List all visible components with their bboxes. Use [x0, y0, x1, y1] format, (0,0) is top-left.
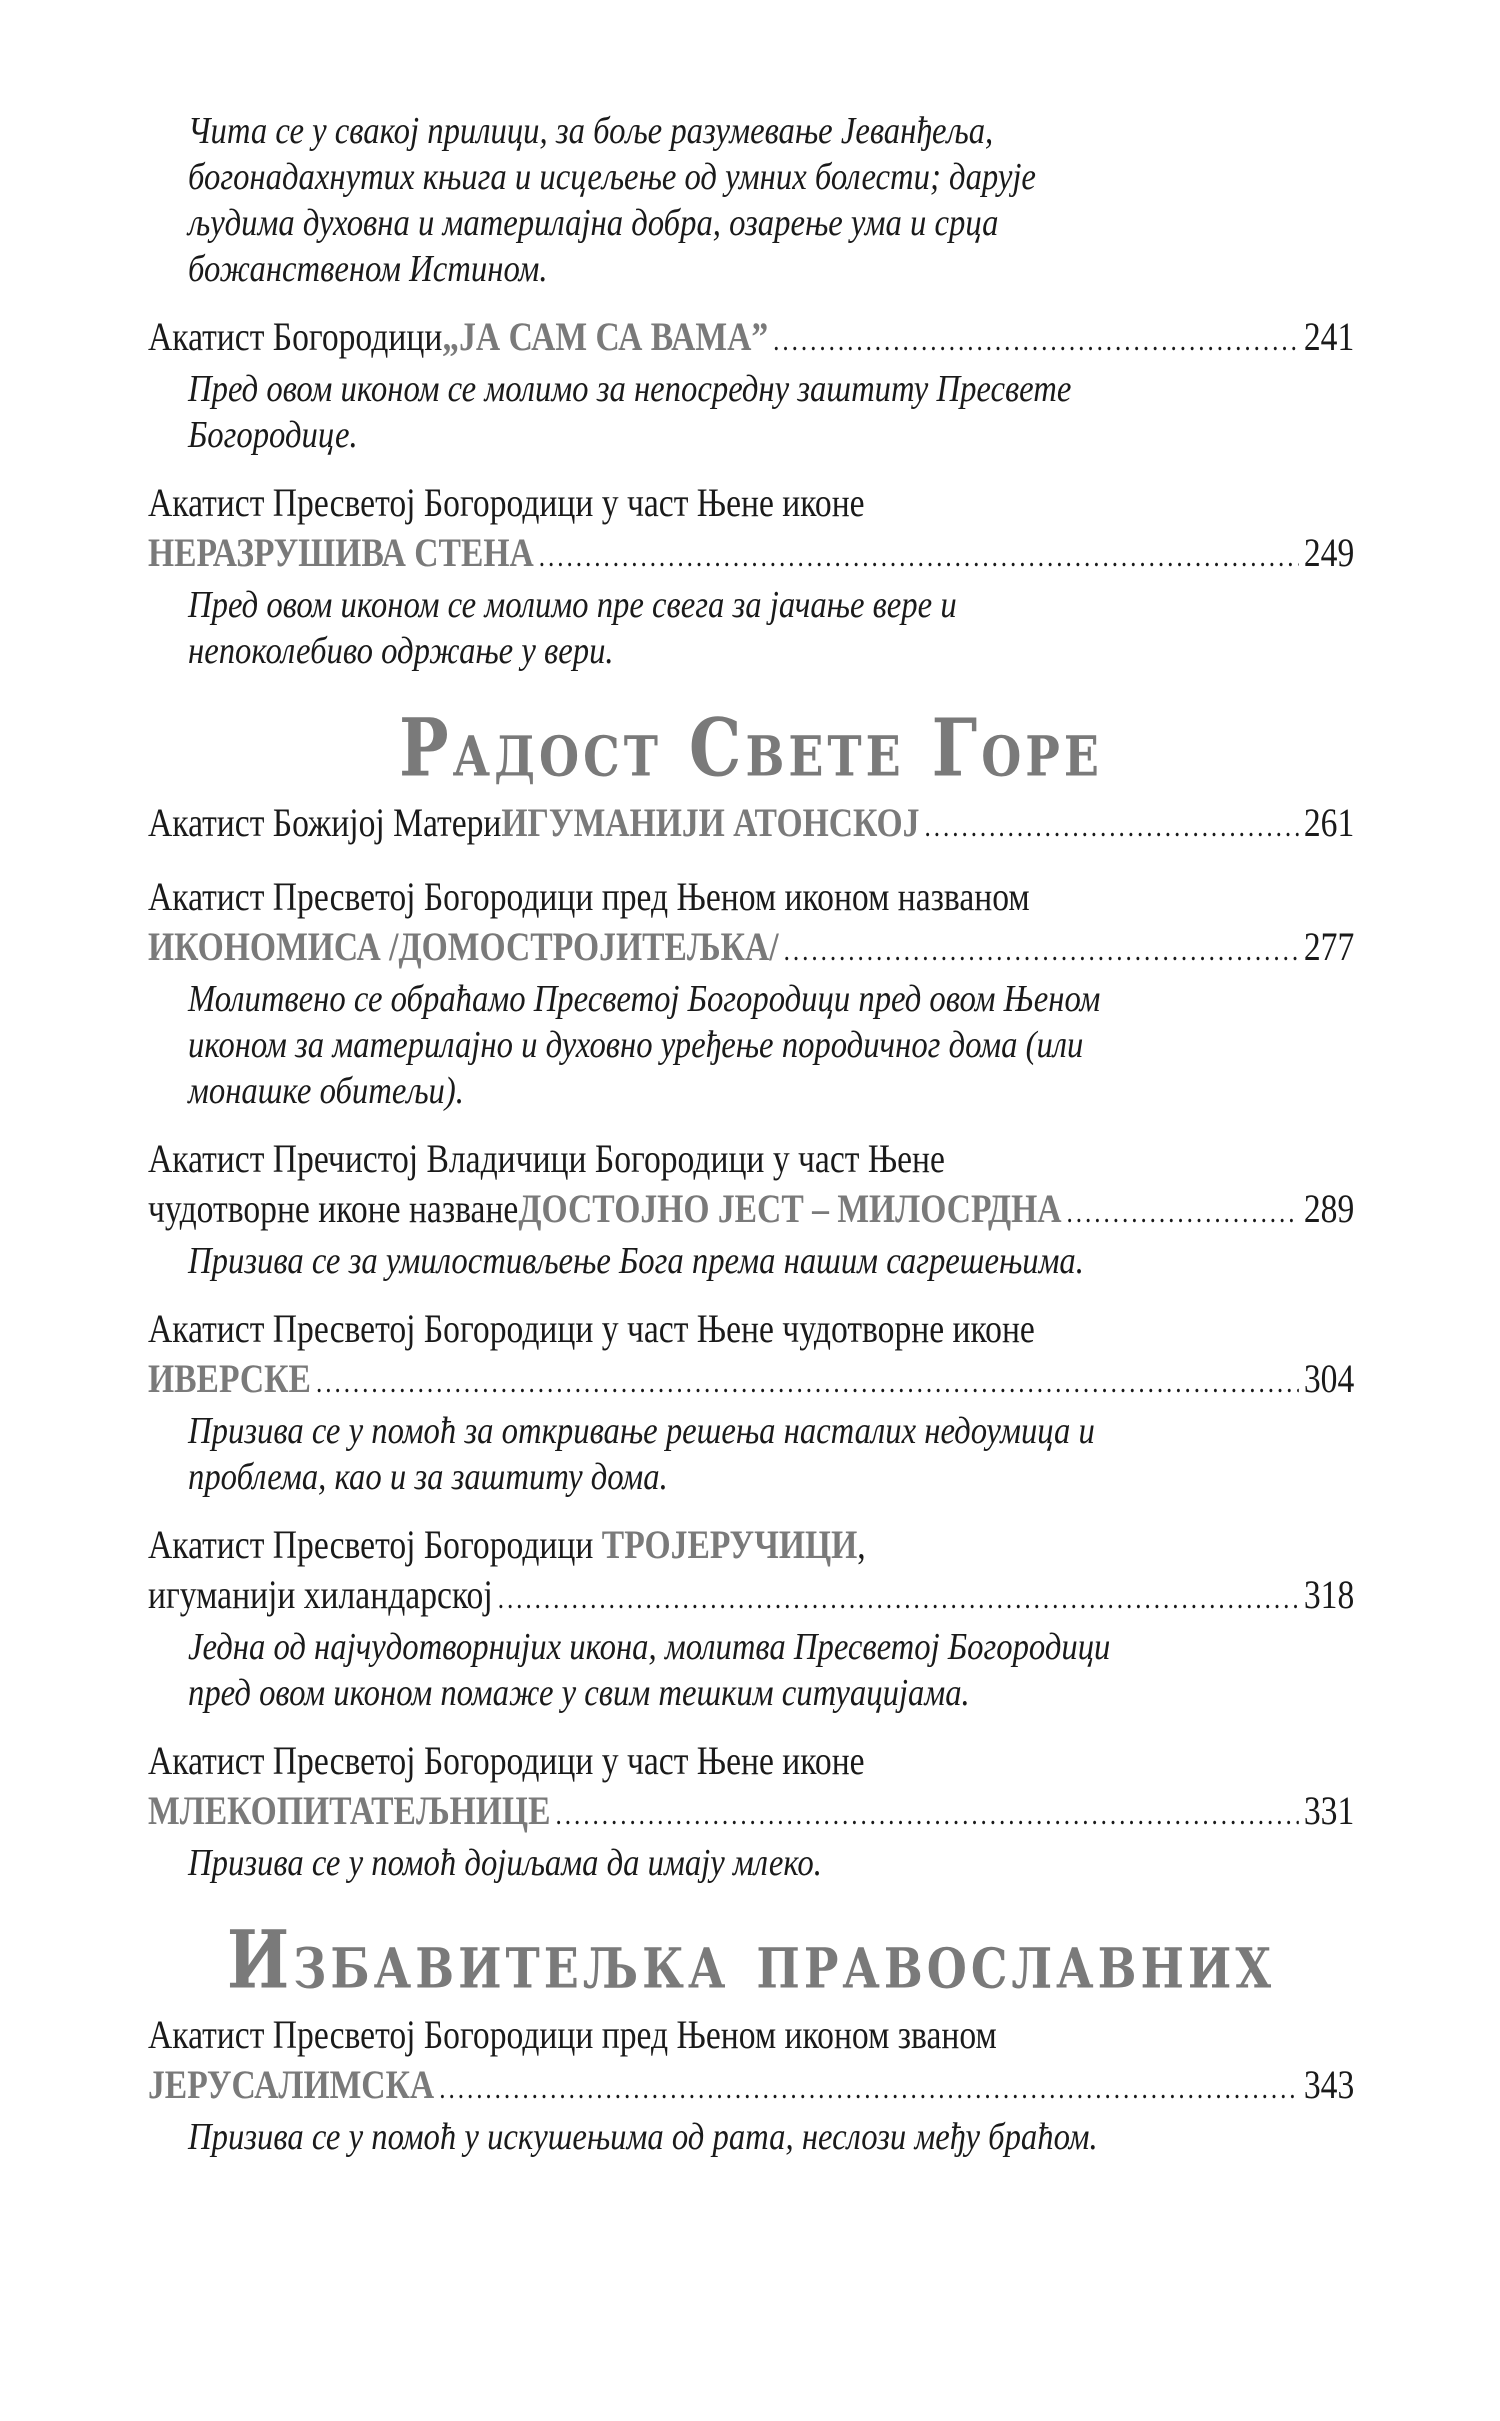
entry-description	[188, 2114, 1349, 2160]
leader-dots	[1067, 1188, 1299, 1238]
entry-title-cont: игуманији хиландарској	[148, 1572, 493, 1617]
desc-line: иконом за материлајно и духовно уређење породичног дома (или	[188, 1024, 1084, 1066]
entry-highlight: „ЈА САМ СА ВАМА”	[442, 314, 769, 359]
entry-title: Акатист Пресветој Богородици у част Њене иконе	[148, 1738, 865, 1783]
toc-title-line[interactable]	[148, 1786, 1354, 1840]
entry-title	[148, 1520, 1354, 1570]
desc-line: Пред овом иконом се молимо за непосредну заштиту Пресвете	[188, 368, 1072, 410]
desc-line: Пред овом иконом се молимо пре свега за јачање вере и	[188, 584, 957, 626]
toc-title-line[interactable]	[148, 1184, 1354, 1238]
entry-highlight: ЈЕРУСАЛИМСКА	[148, 2062, 435, 2107]
entry-title: Акатист Богородици	[148, 314, 443, 359]
entry-highlight: ИГУМАНИЈИ АТОНСКОЈ	[501, 800, 920, 845]
entry-title: Акатист Пресветој Богородици у част Њене иконе	[148, 480, 865, 525]
entry-title-part: Акатист Пресветој Богородици	[148, 1522, 602, 1567]
page-number: 249	[1303, 530, 1355, 575]
toc-entry[interactable]	[148, 1304, 1354, 1500]
desc-line: Призива се у помоћ у искушењима од рата, неслози међу браћом.	[188, 2116, 1098, 2158]
entry-highlight: ДОСТОЈНО ЈЕСТ – МИЛОСРДНА	[518, 1186, 1062, 1231]
entry-title: Акатист Пресветој Богородици у част Њене чудотворне иконе	[148, 1306, 1035, 1351]
leader-dots	[316, 1358, 1299, 1408]
desc-line: Богородице.	[188, 414, 358, 456]
page-number: 261	[1303, 800, 1355, 845]
leader-dots	[439, 2064, 1299, 2114]
entry-highlight: ИКОНОМИСА /ДОМОСТРОЈИТЕЉКА/	[148, 924, 779, 969]
page-number: 289	[1303, 1186, 1355, 1231]
desc-line: непоколебиво одржање у вери.	[188, 630, 614, 672]
leader-dots	[556, 1790, 1299, 1840]
page-number: 318	[1303, 1572, 1355, 1617]
toc-title-line[interactable]	[148, 798, 1354, 852]
leader-dots	[924, 802, 1298, 852]
toc-page	[148, 108, 1354, 2160]
leader-dots	[498, 1574, 1299, 1624]
toc-entry[interactable]	[148, 2010, 1354, 2160]
desc-line: Призива се у помоћ за откривање решења насталих недоумица и	[188, 1410, 1095, 1452]
desc-line: божанственом Истином.	[188, 248, 548, 290]
desc-line: пред овом иконом помаже у свим тешким ситуацијама.	[188, 1672, 970, 1714]
page-number: 277	[1303, 924, 1355, 969]
desc-line: монашке обитељи).	[188, 1070, 464, 1112]
toc-title-line[interactable]	[148, 922, 1354, 976]
page-number: 241	[1303, 314, 1355, 359]
page-number: 331	[1303, 1788, 1355, 1833]
entry-description	[188, 582, 1349, 674]
entry-highlight: НЕРАЗРУШИВА СТЕНА	[148, 530, 534, 575]
desc-line: Призива се у помоћ дојиљама да имају млеко.	[188, 1842, 822, 1884]
section-heading: Избавитељка православних	[226, 1913, 1276, 2007]
leader-dots	[784, 926, 1299, 976]
entry-description	[188, 366, 1349, 458]
toc-entry[interactable]	[148, 1520, 1354, 1716]
entry-title-cont: чудотворне иконе назване	[148, 1186, 519, 1231]
entry-highlight: МЛЕКОПИТАТЕЉНИЦЕ	[148, 1788, 551, 1833]
entry-title: Акатист Пречистој Владичици Богородици у част Њене	[148, 1136, 945, 1181]
entry-title: Акатист Пресветој Богородици пред Њеном иконом званом	[148, 2012, 997, 2057]
entry-title-part: ,	[857, 1522, 866, 1567]
entry-title: Акатист Пресветој Богородици пред Њеном иконом названом	[148, 874, 1030, 919]
toc-title-line[interactable]	[148, 1354, 1354, 1408]
toc-title-line[interactable]	[148, 528, 1354, 582]
entry-description	[188, 1840, 1349, 1886]
page-number: 304	[1303, 1356, 1355, 1401]
toc-title-line[interactable]	[148, 1570, 1354, 1624]
toc-entry[interactable]	[148, 1736, 1354, 1886]
desc-line: проблема, као и за заштиту дома.	[188, 1456, 668, 1498]
desc-line: Једна од најчудотворнијих икона, молитва Пресветој Богородици	[188, 1626, 1111, 1668]
desc-line: Молитвено се обраћамо Пресветој Богородици пред овом Њеном	[188, 978, 1101, 1020]
entry-title: Акатист Божијој Матери	[148, 800, 502, 845]
intro-description	[188, 108, 1349, 292]
toc-entry[interactable]	[148, 872, 1354, 1114]
toc-entry[interactable]	[148, 312, 1354, 458]
toc-entry[interactable]	[148, 1134, 1354, 1284]
leader-dots	[773, 316, 1299, 366]
desc-line: богонадахнутих књига и исцељење од умних болести; дарује	[188, 156, 1036, 198]
desc-line: Призива се за умилостивљење Бога према нашим сагрешењима.	[188, 1240, 1084, 1282]
page-number: 343	[1303, 2062, 1355, 2107]
leader-dots	[539, 532, 1299, 582]
toc-entry[interactable]	[148, 478, 1354, 674]
entry-description	[188, 1408, 1349, 1500]
section-heading: Радост Свете Горе	[399, 701, 1103, 795]
entry-description	[188, 1624, 1349, 1716]
entry-highlight: ИВЕРСКЕ	[148, 1356, 311, 1401]
entry-description	[188, 976, 1349, 1114]
entry-highlight: ТРОЈЕРУЧИЦИ	[601, 1522, 858, 1567]
toc-entry[interactable]	[148, 798, 1354, 852]
desc-line: Чита се у свакој прилици, за боље разумевање Јеванђеља,	[188, 110, 994, 152]
desc-line: људима духовна и материлајна добра, озарење ума и срца	[188, 202, 999, 244]
entry-description	[188, 1238, 1349, 1284]
toc-title-line[interactable]	[148, 2060, 1354, 2114]
toc-title-line[interactable]	[148, 312, 1354, 366]
